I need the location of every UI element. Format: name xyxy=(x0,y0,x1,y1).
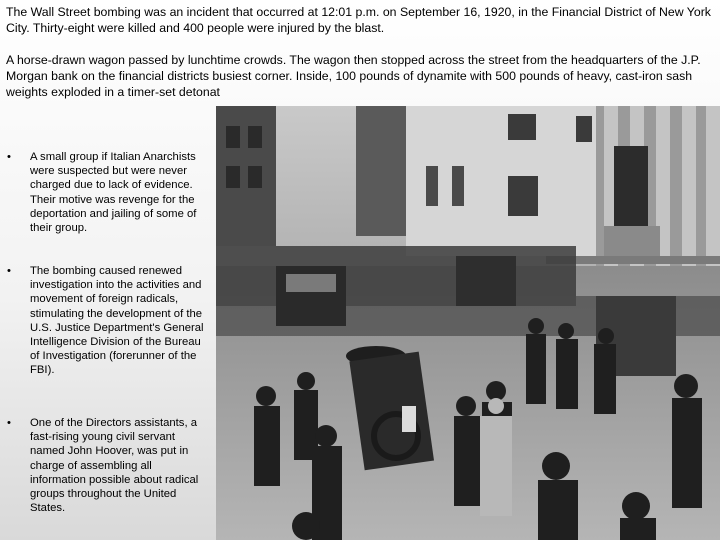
intro-paragraph-1: The Wall Street bombing was an incident that occurred at 12:01 p.m. on September 16, 1920, in the Financial District of New York City. Thirty-eight were killed and 400 people were injured by the blast. xyxy=(6,5,711,35)
statue xyxy=(614,146,648,226)
intro-text xyxy=(6,4,714,100)
bullet-text: The bombing caused renewed investigation into the activities and movement of foreign radicals, stimulating the development of the U.S. Justice Department's General Intelligence Division of the Bureau of Investigation (forerunner of the FBI). xyxy=(30,265,204,377)
historical-photo xyxy=(216,106,720,540)
bullet-text: One of the Directors assistants, a fast-rising young civil servant named John Hoover, was put in charge of assembling all information possible about radical groups throughout the United States. xyxy=(30,417,199,515)
building-left xyxy=(216,106,276,246)
bullet-marker: • xyxy=(7,151,11,163)
bullet-text: A small group if Italian Anarchists were suspected but were never charged due to lack of evidence. Their motive was revenge for the deportation and jailing of some of their group. xyxy=(30,151,197,235)
intro-paragraph-2: A horse-drawn wagon passed by lunchtime crowds. The wagon then stopped across the street from the headquarters of the J.P. Morgan bank on the financial districts busiest corner. Inside, 100 pounds of dynamite with 500 pounds of heavy, cast-iron sash weights exploded in a timer-set detonat xyxy=(6,53,701,99)
bullet-marker: • xyxy=(7,417,11,429)
bullet-item-3 xyxy=(0,416,210,515)
bullet-marker: • xyxy=(7,265,11,277)
bullet-item-1 xyxy=(0,150,210,235)
bullet-item-2 xyxy=(0,264,210,378)
